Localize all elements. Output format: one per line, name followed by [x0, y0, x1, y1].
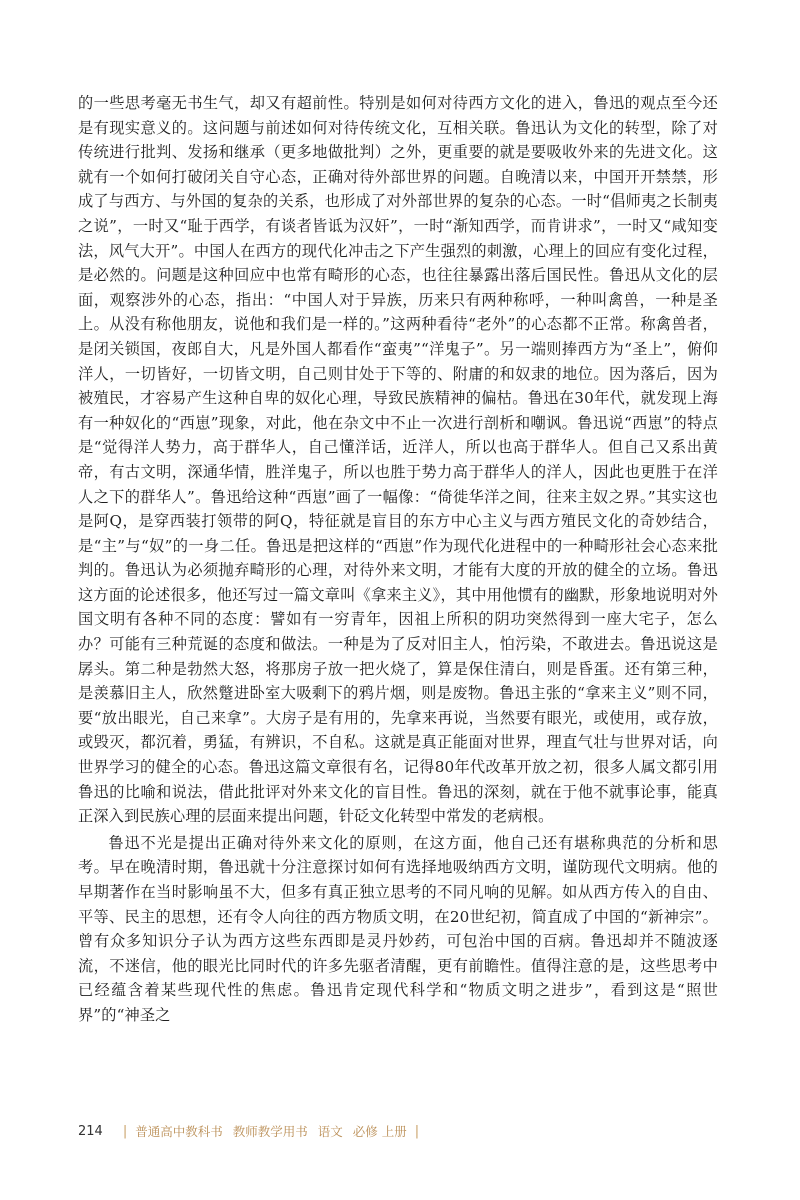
footer-divider-right: | [414, 1123, 420, 1139]
body-text [78, 91, 718, 1028]
paragraph-2: 鲁迅不光是提出正确对待外来文化的原则，在这方面，他自己还有堪称典范的分析和思考。早在晚清时期，鲁迅就十分注意探讨如何有选择地吸纳西方文明，谨防现代文明病。他的早期著作在当时影响虽不大，但多有真正独立思考的不同凡响的见解。如从西方传入的自由、平等、民主的思想，还有令人向往的西方物质文明，在20世纪初，简直成了中国的“新神宗”。曾有众多知识分子认为西方这些东西即是灵丹妙药，可包治中国的百病。鲁迅却并不随波逐流，不迷信，他的眼光比同时代的许多先驱者清醒，更有前瞻性。值得注意的是，这些思考中已经蕴含着某些现代性的焦虑。鲁迅肯定现代科学和“物质文明之进步”，看到这是“照世界”的“神圣之 [78, 833, 718, 1024]
book-subject: 语文 [317, 1124, 343, 1139]
book-volume: 必修 上册 [352, 1124, 407, 1139]
paragraph-1: 的一些思考毫无书生气，却又有超前性。特别是如何对待西方文化的进入，鲁迅的观点至今还是有现实意义的。这问题与前述如何对待传统文化，互相关联。鲁迅认为文化的转型，除了对传统进行批判、发扬和继承（更多地做批判）之外，更重要的就是要吸收外来的先进文化。这就有一个如何打破闭关自守心态，正确对待外部世界的问题。自晚清以来，中国开开禁禁，形成了与西方、与外国的复杂的关系，也形成了对外部世界的复杂的心态。一时“倡师夷之长制夷之说”，一时又“耻于西学，有谈者皆诋为汉奸”，一时“渐知西学，而肯讲求”，一时又“咸知变法，风气大开”。中国人在西方的现代化冲击之下产生强烈的刺激，心理上的回应有变化过程，是必然的。问题是这种回应中也常有畸形的心态，也往往暴露出落后国民性。鲁迅从文化的层面，观察涉外的心态，指出：“中国人对于异族，历来只有两种称呼，一种叫禽兽，一种是圣上。从没有称他朋友，说他和我们是一样的。”这两种看待“老外”的心态都不正常。称禽兽者，是闭关锁国，夜郎自大，凡是外国人都看作“蛮夷”“洋鬼子”。另一端则捧西方为“圣上”，俯仰洋人，一切皆好，一切皆文明，自己则甘处于下等的、附庸的和奴隶的地位。因为落后，因为被殖民，才容易产生这种自卑的奴化心理，导致民族精神的偏枯。鲁迅在30年代，就发现上海有一种奴化的“西崽”现象，对此，他在杂文中不止一次进行剖析和嘲讽。鲁迅说“西崽”的特点是“觉得洋人势力，高于群华人，自己懂洋话，近洋人，所以也高于群华人。但自己又系出黄帝，有古文明，深通华情，胜洋鬼子，所以也胜于势力高于群华人的洋人，因此也更胜于在洋人之下的群华人”。鲁迅给这种“西崽”画了一幅像：“倚徙华洋之间，往来主奴之界。”其实这也是阿Q，是穿西装打领带的阿Q，特征就是盲目的东方中心主义与西方殖民文化的奇妙结合，是“主”与“奴”的一身二任。鲁迅是把这样的“西崽”作为现代化进程中的一种畸形社会心态来批判的。鲁迅认为必须抛弃畸形的心理，对待外来文明，才能有大度的开放的健全的立场。鲁迅这方面的论述很多，他还写过一篇文章叫《拿来主义》，其中用他惯有的幽默，形象地说明对外国文明有各种不同的态度：譬如有一穷青年，因祖上所积的阴功突然得到一座大宅子，怎么办？可能有三种荒诞的态度和做法。一种是为了反对旧主人，怕污染，不敢进去。鲁迅说这是孱头。第二种是勃然大怒，将那房子放一把火烧了，算是保住清白，则是昏蛋。还有第三种，是羡慕旧主人，欣然蹩进卧室大吸剩下的鸦片烟，则是废物。鲁迅主张的“拿来主义”则不同，要“放出眼光，自己来拿”。大房子是有用的，先拿来再说，当然要有眼光，或使用，或存放，或毁灭，都沉着，勇猛，有辨识，不自私。这就是真正能面对世界，理直气壮与世界对话，向世界学习的健全的心态。鲁迅这篇文章很有名，记得80年代改革开放之初，很多人属文都引用鲁迅的比喻和说法，借此批评对外来文化的盲目性。鲁迅的深刻，就在于他不就事论事，能真正深入到民族心理的层面来提出问题，针砭文化转型中常发的老病根。 [78, 94, 718, 826]
page-footer [78, 1122, 427, 1140]
book-series: 普通高中教科书 [135, 1124, 223, 1139]
footer-divider-left: | [122, 1123, 128, 1139]
book-type: 教师教学用书 [232, 1124, 308, 1139]
page-number: 214 [78, 1123, 103, 1139]
